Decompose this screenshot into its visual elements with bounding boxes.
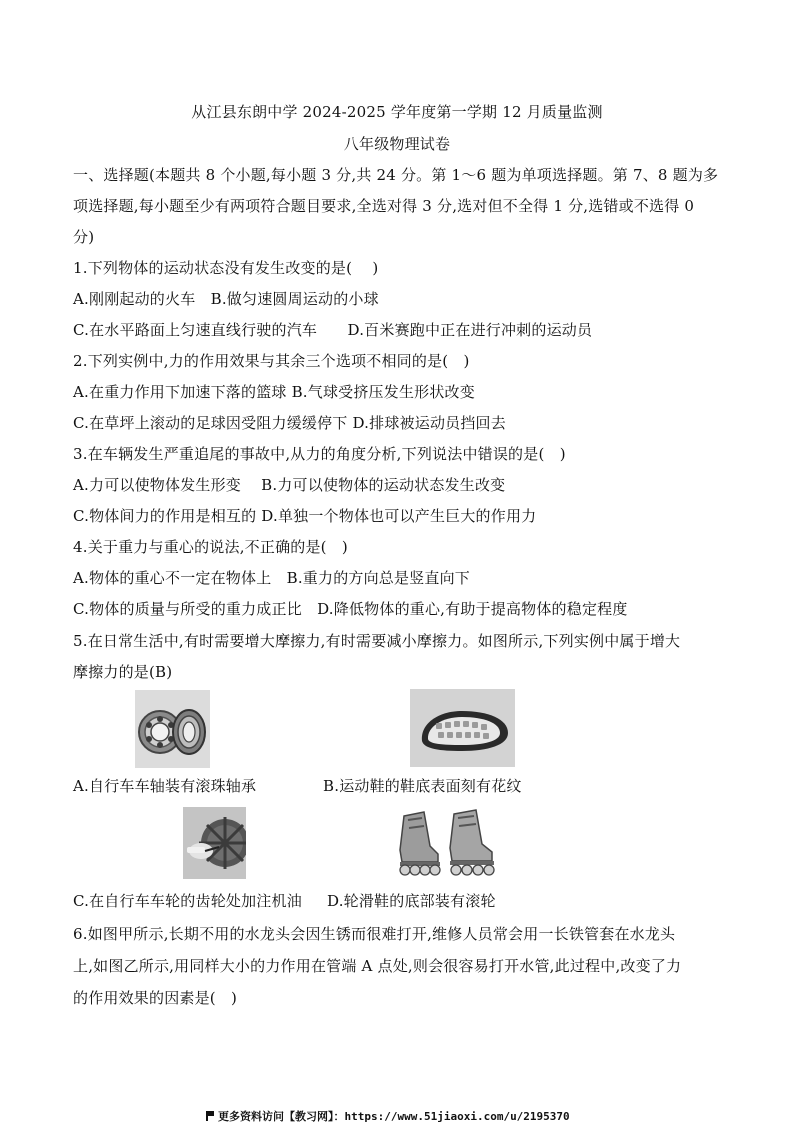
question-5-stem-line-1: 5.在日常生活中,有时需要增大摩擦力,有时需要减小摩擦力。如图所示,下列实例中属于增大 (73, 632, 681, 650)
question-5-option-b: B.运动鞋的鞋底表面刻有花纹 (323, 777, 522, 795)
question-4-options-cd: C.物体的质量与所受的重力成正比 D.降低物体的重心,有助于提高物体的稳定程度 (73, 600, 628, 618)
gear-oiling-image (183, 807, 246, 879)
question-3-options-ab: A.力可以使物体发生形变 B.力可以使物体的运动状态发生改变 (73, 476, 506, 494)
question-6-stem-line-2: 上,如图乙所示,用同样大小的力作用在管端 A 点处,则会很容易打开水管,此过程中,改变了力 (73, 957, 682, 975)
question-5-stem-line-2: 摩擦力的是(B) (73, 663, 173, 681)
exam-subtitle: 八年级物理试卷 (343, 135, 451, 153)
question-2-options-ab: A.在重力作用下加速下落的篮球 B.气球受挤压发生形状改变 (73, 383, 475, 401)
question-1-stem: 1.下列物体的运动状态没有发生改变的是( ) (73, 259, 379, 277)
shoe-sole-image (410, 689, 515, 767)
section-intro-line-1: 一、选择题(本题共 8 个小题,每小题 3 分,共 24 分。第 1～6 题为单项选择题。第 7、8 题为多 (73, 166, 719, 184)
question-3-options-cd: C.物体间力的作用是相互的 D.单独一个物体也可以产生巨大的作用力 (73, 507, 537, 525)
exam-title: 从江县东朗中学 2024-2025 学年度第一学期 12 月质量监测 (191, 103, 603, 121)
section-intro-line-2: 项选择题,每小题至少有两项符合题目要求,全选对得 3 分,选对但不全得 1 分,选错或不选得 0 (73, 197, 695, 215)
question-5-option-c: C.在自行车车轮的齿轮处加注机油 (73, 892, 302, 910)
footer-resource-link[interactable] (206, 1108, 570, 1124)
question-2-stem: 2.下列实例中,力的作用效果与其余三个选项不相同的是( ) (73, 352, 470, 370)
question-3-stem: 3.在车辆发生严重追尾的事故中,从力的角度分析,下列说法中错误的是( ) (73, 445, 566, 463)
ball-bearing-image (135, 690, 210, 768)
section-intro-line-3: 分) (73, 228, 95, 246)
question-5-option-a: A.自行车车轴装有滚珠轴承 (73, 777, 257, 795)
question-1-options-cd: C.在水平路面上匀速直线行驶的汽车 D.百米赛跑中正在进行冲刺的运动员 (73, 321, 593, 339)
question-5-option-d: D.轮滑鞋的底部装有滚轮 (327, 892, 496, 910)
flag-icon (206, 1111, 214, 1121)
roller-skates-image (394, 806, 504, 879)
question-2-options-cd: C.在草坪上滚动的足球因受阻力缓缓停下 D.排球被运动员挡回去 (73, 414, 506, 432)
question-4-options-ab: A.物体的重心不一定在物体上 B.重力的方向总是竖直向下 (73, 569, 470, 587)
question-6-stem-line-1: 6.如图甲所示,长期不用的水龙头会因生锈而很难打开,维修人员常会用一长铁管套在水龙头 (73, 925, 676, 943)
question-4-stem: 4.关于重力与重心的说法,不正确的是( ) (73, 538, 348, 556)
question-6-stem-line-3: 的作用效果的因素是( ) (73, 989, 238, 1007)
footer-text[interactable]: 更多资料访问【教习网】：https://www.51jiaoxi.com/u/2195370 (218, 1110, 570, 1123)
question-1-options-ab: A.刚刚起动的火车 B.做匀速圆周运动的小球 (73, 290, 379, 308)
